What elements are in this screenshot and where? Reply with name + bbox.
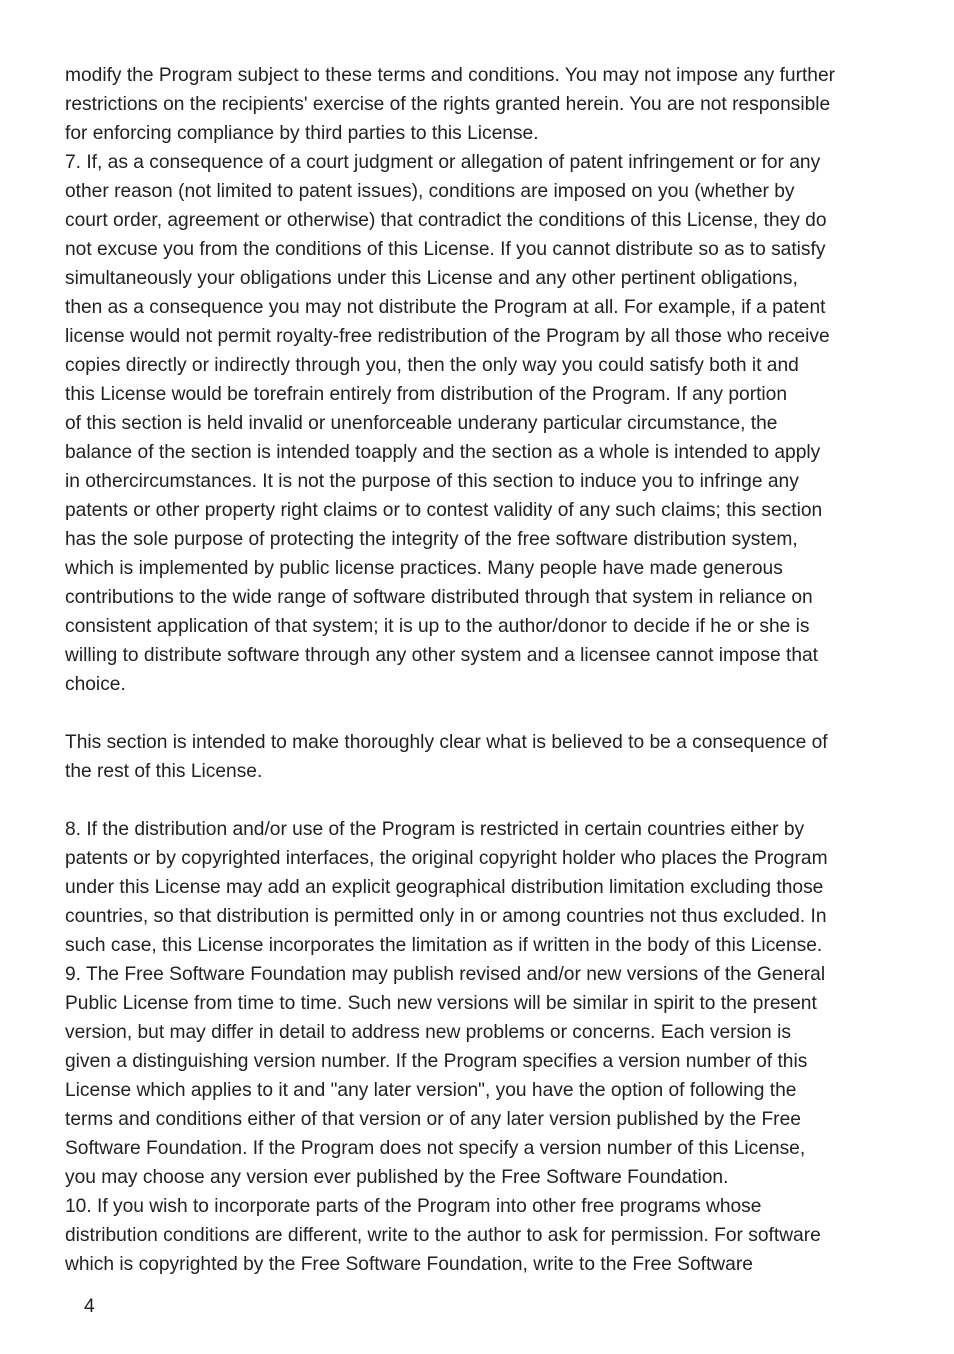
page-number: 4	[84, 1296, 95, 1317]
license-body-text: modify the Program subject to these terms and conditions. You may not impose any further restrictions on the recipients' exercise of the rights granted herein. You are not responsible for enforcing compliance by third parties to this License. 7. If, as a consequence of a court judgment or allegation of patent infringement or for any other reason (not limited to patent issues), conditions are imposed on you (whether by court order, agreement or otherwise) that contradict the conditions of this License, they do not excuse you from the conditions of this License. If you cannot distribute so as to satisfy simultaneously your obligations under this License and any other pertinent obligations, then as a consequence you may not distribute the Program at all. For example, if a patent license would not permit royalty-free redistribution of the Program by all those who receive copies directly or indirectly through you, then the only way you could satisfy both it and this License would be torefrain entirely from distribution of the Program. If any portion of this section is held invalid or unenforceable underany particular circumstance, the balance of the section is intended toapply and the section as a whole is intended to apply in othercircumstances. It is not the purpose of this section to induce you to infringe any patents or other property right claims or to contest validity of any such claims; this section has the sole purpose of protecting the integrity of the free software distribution system, which is implemented by public license practices. Many people have made generous contributions to the wide range of software distributed through that system in reliance on consistent application of that system; it is up to the author/donor to decide if he or she is willing to distribute software through any other system and a licensee cannot impose that choice. This section is intended to make thoroughly clear what is believed to be a consequence of the rest of this License. 8. If the distribution and/or use of the Program is restricted in certain countries either by patents or by copyrighted interfaces, the original copyright holder who places the Program under this License may add an explicit geographical distribution limitation excluding those countries, so that distribution is permitted only in or among countries not thus excluded. In such case, this License incorporates the limitation as if written in the body of this License. 9. The Free Software Foundation may publish revised and/or new versions of the General Public License from time to time. Such new versions will be similar in spirit to the present version, but may differ in detail to address new problems or concerns. Each version is given a distinguishing version number. If the Program specifies a version number of this License which applies to it and "any later version", you have the option of following the terms and conditions either of that version or of any later version published by the Free Software Foundation. If the Program does not specify a version number of this License, you may choose any version ever published by the Free Software Foundation. 10. If you wish to incorporate parts of the Program into other free programs whose distribution conditions are different, write to the author to ask for permission. For software which is copyrighted by the Free Software Foundation, write to the Free Software	[65, 65, 836, 1275]
